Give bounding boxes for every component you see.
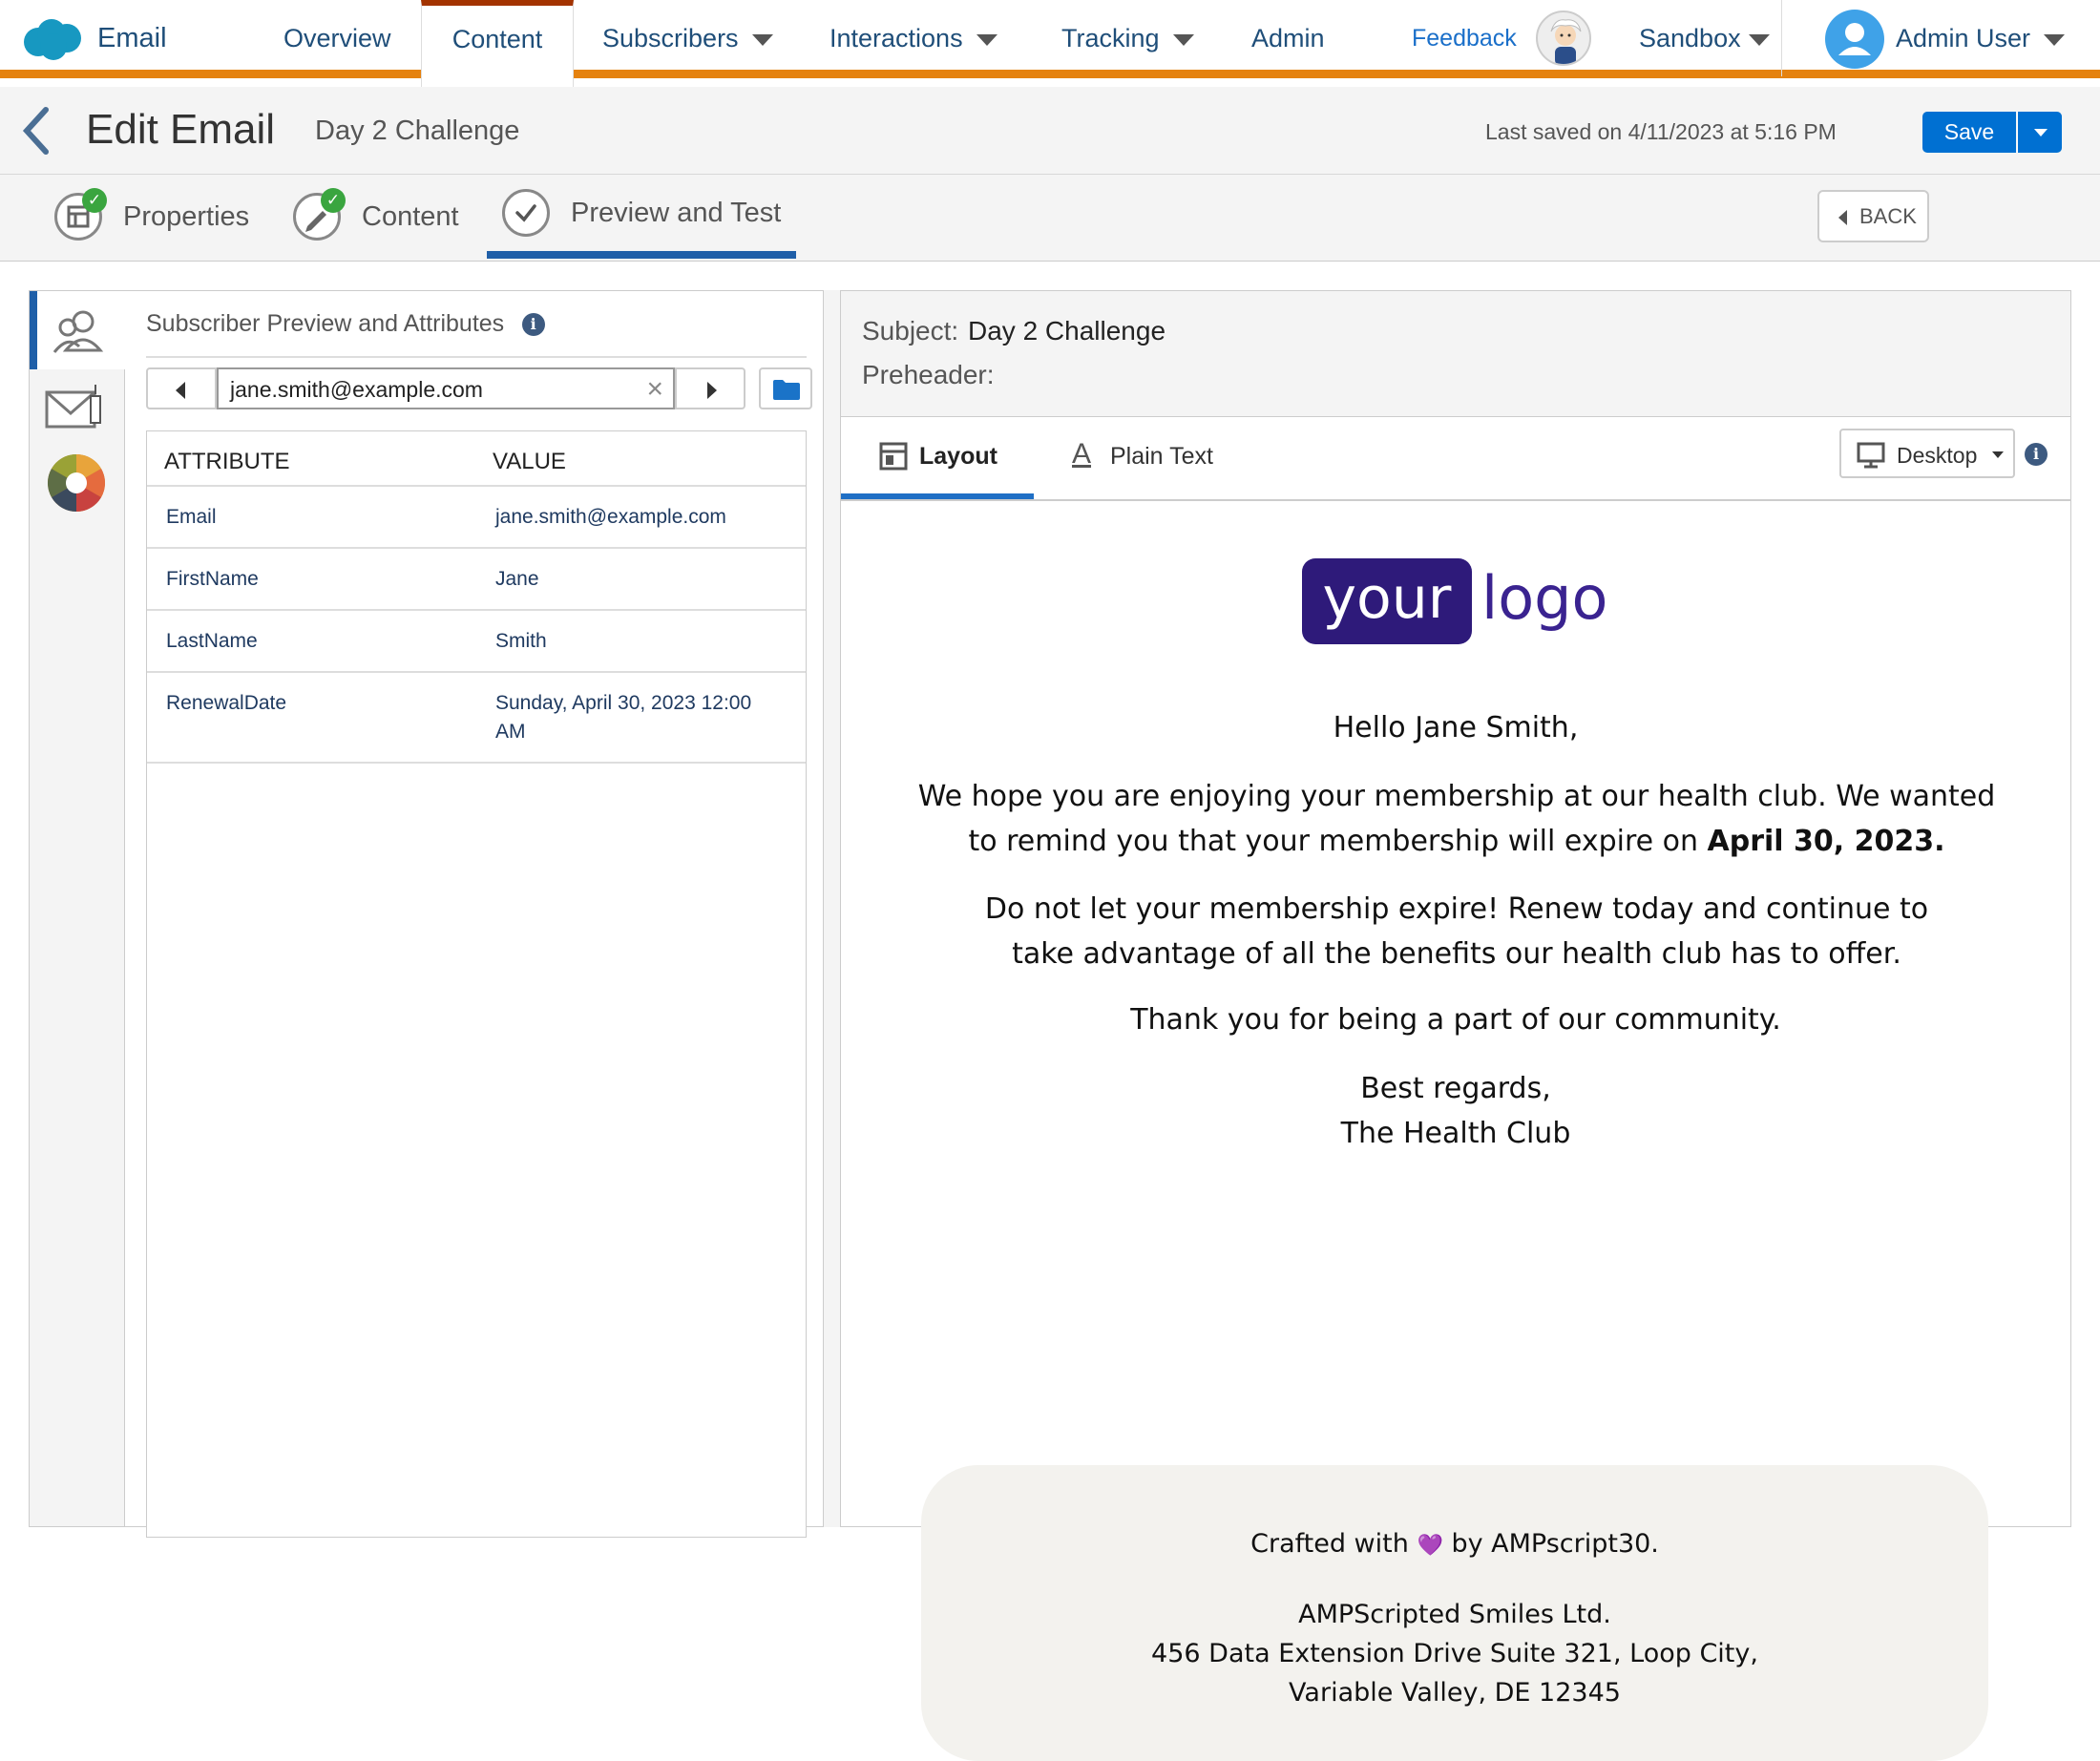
footer-address-2: Variable Valley, DE 12345 <box>1289 1678 1621 1708</box>
caret-left-icon <box>1838 210 1847 225</box>
subscriber-search-value: jane.smith@example.com <box>230 377 483 402</box>
clear-icon[interactable]: × <box>646 373 663 405</box>
subject-box <box>841 291 2070 417</box>
tab-plain-text-label: Plain Text <box>1110 443 1213 470</box>
user-menu[interactable] <box>1896 0 2065 76</box>
subscriber-search-input[interactable] <box>217 367 675 409</box>
save-options-button[interactable] <box>2017 112 2062 153</box>
table-row <box>147 673 806 764</box>
tab-preview-label: Preview and Test <box>571 197 782 228</box>
nav-overview[interactable]: Overview <box>284 24 391 52</box>
tab-content-label: Content <box>362 200 459 232</box>
column-header-value: VALUE <box>493 449 566 474</box>
email-signoff: Best regards, <box>1360 1072 1551 1105</box>
tab-properties-label: Properties <box>123 200 250 232</box>
nav-sandbox[interactable] <box>1639 0 1770 76</box>
user-name: Admin User <box>1896 24 2031 52</box>
email-logo <box>1302 558 1617 644</box>
layout-icon <box>879 442 908 471</box>
subscriber-heading <box>146 304 807 358</box>
nav-interactions-label: Interactions <box>830 24 963 52</box>
back-button-label: BACK <box>1859 204 1917 228</box>
tab-layout-label: Layout <box>919 443 998 470</box>
next-subscriber-button[interactable] <box>675 367 746 409</box>
attribute-name: RenewalDate <box>166 692 287 714</box>
attribute-name: Email <box>166 506 217 528</box>
footer-crafted-b: by AMPscript30. <box>1451 1529 1659 1559</box>
last-saved-text: Last saved on 4/11/2023 at 5:16 PM <box>1485 119 1837 144</box>
subscriber-preview-panel <box>29 290 842 1527</box>
attribute-name: FirstName <box>166 568 259 590</box>
table-row <box>147 487 806 549</box>
preview-side-toolbar <box>30 291 125 1526</box>
info-icon[interactable]: i <box>2025 443 2048 466</box>
app-name[interactable]: Email <box>97 23 167 53</box>
caret-right-icon <box>707 382 717 399</box>
pencil-icon <box>293 193 341 241</box>
device-select-value: Desktop <box>1897 443 1978 468</box>
checkmark-icon: ✓ <box>321 188 346 213</box>
chevron-down-icon <box>2044 34 2065 46</box>
properties-icon <box>54 193 102 241</box>
email-paragraph-3: Thank you for being a part of our community. <box>1130 1003 1781 1037</box>
edit-email-header <box>0 87 2100 175</box>
email-footer <box>921 1465 1988 1761</box>
expiry-date: April 30, 2023. <box>1707 825 1945 858</box>
desktop-icon <box>1857 442 1885 469</box>
nav-subscribers-label: Subscribers <box>602 24 739 52</box>
nav-content-label: Content <box>452 25 543 53</box>
email-signature: The Health Club <box>1340 1117 1571 1150</box>
nav-subscribers[interactable] <box>602 0 773 76</box>
table-row <box>147 549 806 611</box>
attributes-table <box>146 430 807 1538</box>
salesforce-cloud-icon[interactable] <box>21 17 84 61</box>
subscriber-heading-text: Subscriber Preview and Attributes <box>146 310 505 337</box>
logo-your: your <box>1302 558 1472 644</box>
attribute-value: jane.smith@example.com <box>495 506 726 528</box>
chevron-down-icon <box>976 34 998 46</box>
footer-crafted <box>921 1524 1988 1565</box>
footer-company: AMPScripted Smiles Ltd. <box>1298 1600 1611 1629</box>
email-preview-panel <box>840 290 2071 1708</box>
table-row <box>147 611 806 673</box>
view-tabs <box>841 417 2070 501</box>
prev-subscriber-button[interactable] <box>146 367 217 409</box>
nav-tracking[interactable] <box>1061 0 1194 76</box>
envelope-test-icon <box>43 383 110 436</box>
attribute-value: Sunday, April 30, 2023 12:00 AM <box>495 692 752 743</box>
browse-folder-button[interactable] <box>759 367 812 409</box>
subject-value: Day 2 Challenge <box>968 316 1166 346</box>
email-paragraph-1 <box>917 774 1996 864</box>
heart-icon: 💜 <box>1417 1534 1443 1558</box>
tab-properties[interactable] <box>54 175 249 259</box>
tab-content[interactable] <box>293 175 459 259</box>
back-arrow-icon[interactable] <box>17 104 55 157</box>
einstein-avatar-icon[interactable] <box>1536 10 1591 66</box>
chevron-down-icon <box>752 34 773 46</box>
email-paragraph-2: Do not let your membership expire! Renew today and continue to take advantage of all the benefits our health club has to offer. <box>984 892 1929 971</box>
email-name: Day 2 Challenge <box>315 115 520 146</box>
save-button-label: Save <box>1943 119 1995 144</box>
nav-interactions[interactable] <box>830 0 998 76</box>
preheader-label: Preheader: <box>862 360 995 389</box>
tab-plain-text[interactable] <box>1051 417 1242 499</box>
text-a-icon: A <box>1072 438 1092 470</box>
footer-crafted-a: Crafted with <box>1250 1529 1409 1559</box>
color-wheel-tool[interactable] <box>45 451 108 514</box>
check-circle-icon <box>502 189 550 237</box>
checkmark-icon: ✓ <box>82 188 107 213</box>
nav-divider <box>1781 0 1782 76</box>
back-button[interactable] <box>1817 190 1929 242</box>
color-wheel-icon <box>45 451 108 514</box>
save-button[interactable] <box>1922 112 2016 153</box>
table-header <box>147 431 806 487</box>
attribute-value: Jane <box>495 568 539 590</box>
device-select[interactable] <box>1839 429 2015 478</box>
user-avatar-icon[interactable] <box>1825 10 1884 69</box>
attribute-name: LastName <box>166 630 258 652</box>
people-icon <box>45 303 112 360</box>
nav-tracking-label: Tracking <box>1061 24 1160 52</box>
feedback-link[interactable]: Feedback <box>1412 25 1517 52</box>
nav-sandbox-label: Sandbox <box>1639 24 1741 52</box>
panel-splitter[interactable] <box>823 290 840 1527</box>
test-send-tool[interactable] <box>43 383 110 436</box>
column-header-attribute: ATTRIBUTE <box>164 449 290 474</box>
tab-preview-and-test[interactable] <box>487 175 796 259</box>
attribute-value: Smith <box>495 630 547 652</box>
page-title: Edit Email <box>86 106 276 153</box>
chevron-down-icon <box>1749 34 1770 46</box>
step-tabs <box>0 175 2100 262</box>
paragraph-1-text: We hope you are enjoying your membership at our health club. We wanted to remind you that your membership will expire on <box>917 780 1996 858</box>
nav-admin[interactable]: Admin <box>1251 24 1325 52</box>
logo-logo: logo <box>1481 563 1608 633</box>
caret-down-icon <box>2034 129 2048 136</box>
folder-icon <box>772 378 801 401</box>
tab-layout[interactable] <box>841 417 1034 499</box>
global-nav <box>0 0 2100 78</box>
info-icon[interactable]: i <box>522 313 545 336</box>
footer-address-1: 456 Data Extension Drive Suite 321, Loop City, <box>1151 1639 1758 1668</box>
nav-content[interactable] <box>421 0 574 87</box>
email-greeting: Hello Jane Smith, <box>1333 711 1579 744</box>
caret-down-icon <box>1992 451 2004 458</box>
subscribers-tool[interactable] <box>30 291 125 369</box>
chevron-down-icon <box>1173 34 1194 46</box>
subject-label: Subject: <box>862 316 959 346</box>
caret-left-icon <box>176 382 185 399</box>
